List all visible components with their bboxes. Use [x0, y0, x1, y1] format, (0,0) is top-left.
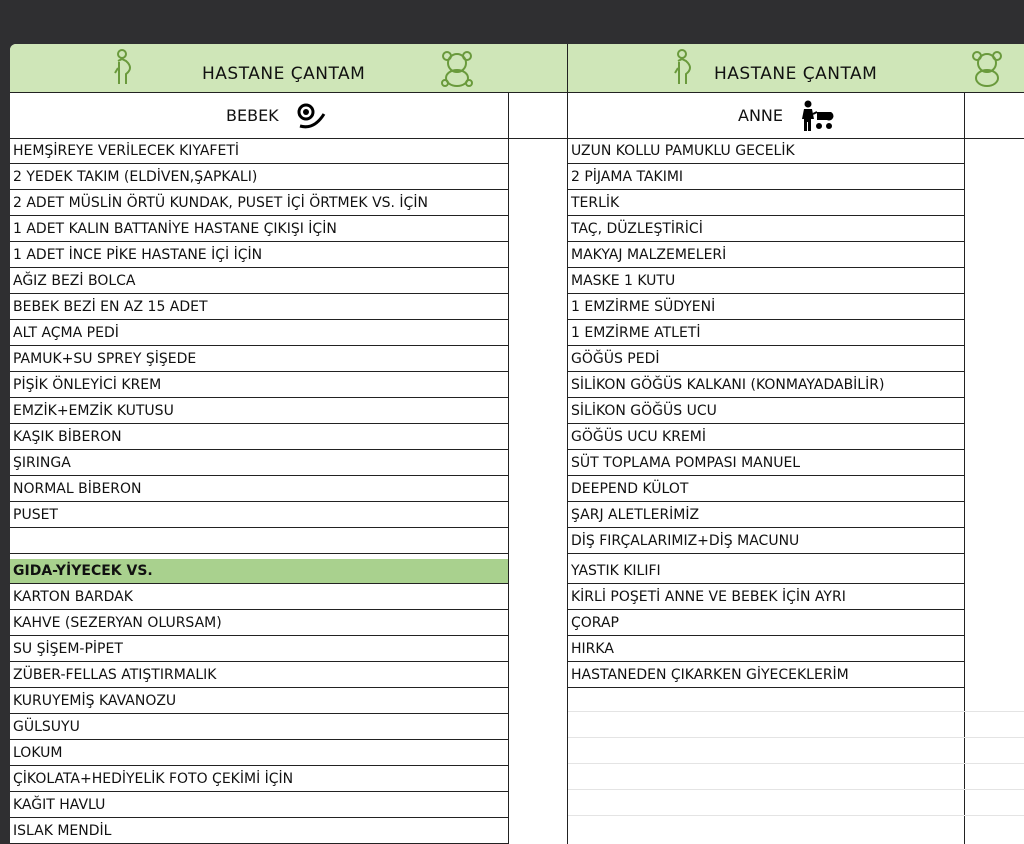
- list-item[interactable]: ZÜBER-FELLAS ATIŞTIRMALIK: [10, 663, 508, 688]
- spreadsheet-sheet: [10, 44, 1024, 844]
- mother-title-row: [568, 44, 1024, 93]
- list-item[interactable]: 1 EMZİRME ATLETİ: [568, 321, 964, 346]
- list-item[interactable]: GÖĞÜS PEDİ: [568, 347, 964, 372]
- list-item[interactable]: TERLİK: [568, 191, 964, 216]
- pacifier-icon: [294, 100, 328, 132]
- mother-header-title: HASTANE ÇANTAM: [714, 64, 878, 84]
- teddy-bear-icon: [440, 50, 474, 88]
- baby-checkbox-column-line: [508, 92, 509, 844]
- list-item[interactable]: KİRLİ POŞETİ ANNE VE BEBEK İÇİN AYRI: [568, 585, 964, 610]
- list-item[interactable]: HIRKA: [568, 637, 964, 662]
- list-item[interactable]: SU ŞİŞEM-PİPET: [10, 637, 508, 662]
- list-item[interactable]: 1 EMZİRME SÜDYENİ: [568, 295, 964, 320]
- list-item[interactable]: KURUYEMİŞ KAVANOZU: [10, 689, 508, 714]
- baby-header-title: HASTANE ÇANTAM: [202, 64, 366, 84]
- list-item[interactable]: KAĞIT HAVLU: [10, 793, 508, 818]
- mother-subheader: [568, 92, 1024, 139]
- list-item[interactable]: PAMUK+SU SPREY ŞİŞEDE: [10, 347, 508, 372]
- list-item[interactable]: LOKUM: [10, 741, 508, 766]
- list-item[interactable]: MASKE 1 KUTU: [568, 269, 964, 294]
- list-item[interactable]: EMZİK+EMZİK KUTUSU: [10, 399, 508, 424]
- list-item[interactable]: TAÇ, DÜZLEŞTİRİCİ: [568, 217, 964, 242]
- baby-title-row: [10, 44, 568, 93]
- list-item[interactable]: ŞARJ ALETLERİMİZ: [568, 503, 964, 528]
- list-item[interactable]: ALT AÇMA PEDİ: [10, 321, 508, 346]
- baby-label: BEBEK: [226, 106, 279, 125]
- list-item[interactable]: ŞIRINGA: [10, 451, 508, 476]
- list-item[interactable]: KAŞIK BİBERON: [10, 425, 508, 450]
- list-item[interactable]: ÇİKOLATA+HEDİYELİK FOTO ÇEKİMİ İÇİN: [10, 767, 508, 792]
- list-item[interactable]: HEMŞİREYE VERİLECEK KIYAFETİ: [10, 139, 508, 164]
- mother-with-stroller-icon: [800, 100, 836, 132]
- list-item[interactable]: ISLAK MENDİL: [10, 819, 508, 844]
- baby-subheader: [10, 92, 568, 139]
- list-item[interactable]: MAKYAJ MALZEMELERİ: [568, 243, 964, 268]
- gridline: [568, 737, 1024, 738]
- gridline: [568, 815, 1024, 816]
- list-item[interactable]: GÜLSUYU: [10, 715, 508, 740]
- gridline: [568, 763, 1024, 764]
- list-item[interactable]: KAHVE (SEZERYAN OLURSAM): [10, 611, 508, 636]
- list-item[interactable]: ÇORAP: [568, 611, 964, 636]
- teddy-bear-icon: [970, 50, 1004, 88]
- gridline: [568, 711, 1024, 712]
- list-item[interactable]: SÜT TOPLAMA POMPASI MANUEL: [568, 451, 964, 476]
- list-item[interactable]: 2 YEDEK TAKIM (ELDİVEN,ŞAPKALI): [10, 165, 508, 190]
- mother-label: ANNE: [738, 106, 783, 125]
- list-item[interactable]: DİŞ FIRÇALARIMIZ+DİŞ MACUNU: [568, 529, 964, 554]
- pregnant-woman-icon: [668, 48, 698, 88]
- baby-panel: [10, 44, 568, 844]
- gridline: [568, 789, 1024, 790]
- list-item[interactable]: YASTIK KILIFI: [568, 559, 964, 584]
- list-item[interactable]: GÖĞÜS UCU KREMİ: [568, 425, 964, 450]
- list-item[interactable]: [10, 529, 508, 554]
- list-item[interactable]: SİLİKON GÖĞÜS KALKANI (KONMAYADABİLİR): [568, 373, 964, 398]
- mother-panel: [568, 44, 1024, 844]
- list-item[interactable]: PİŞİK ÖNLEYİCİ KREM: [10, 373, 508, 398]
- list-item[interactable]: HASTANEDEN ÇIKARKEN GİYECEKLERİM: [568, 663, 964, 688]
- pregnant-woman-icon: [108, 48, 138, 88]
- list-item[interactable]: SİLİKON GÖĞÜS UCU: [568, 399, 964, 424]
- list-item[interactable]: 2 PİJAMA TAKIMI: [568, 165, 964, 190]
- list-item[interactable]: KARTON BARDAK: [10, 585, 508, 610]
- mother-checkbox-column-line: [964, 92, 965, 844]
- list-item[interactable]: DEEPEND KÜLOT: [568, 477, 964, 502]
- list-item[interactable]: 1 ADET İNCE PİKE HASTANE İÇİ İÇİN: [10, 243, 508, 268]
- section-header[interactable]: GIDA-YİYECEK VS.: [10, 559, 508, 584]
- list-item[interactable]: PUSET: [10, 503, 508, 528]
- list-item[interactable]: NORMAL BİBERON: [10, 477, 508, 502]
- list-item[interactable]: 2 ADET MÜSLİN ÖRTÜ KUNDAK, PUSET İÇİ ÖRTMEK VS. İÇİN: [10, 191, 508, 216]
- list-item[interactable]: BEBEK BEZİ EN AZ 15 ADET: [10, 295, 508, 320]
- list-item[interactable]: UZUN KOLLU PAMUKLU GECELİK: [568, 139, 964, 164]
- list-item[interactable]: 1 ADET KALIN BATTANİYE HASTANE ÇIKIŞI İÇİN: [10, 217, 508, 242]
- list-item[interactable]: AĞIZ BEZİ BOLCA: [10, 269, 508, 294]
